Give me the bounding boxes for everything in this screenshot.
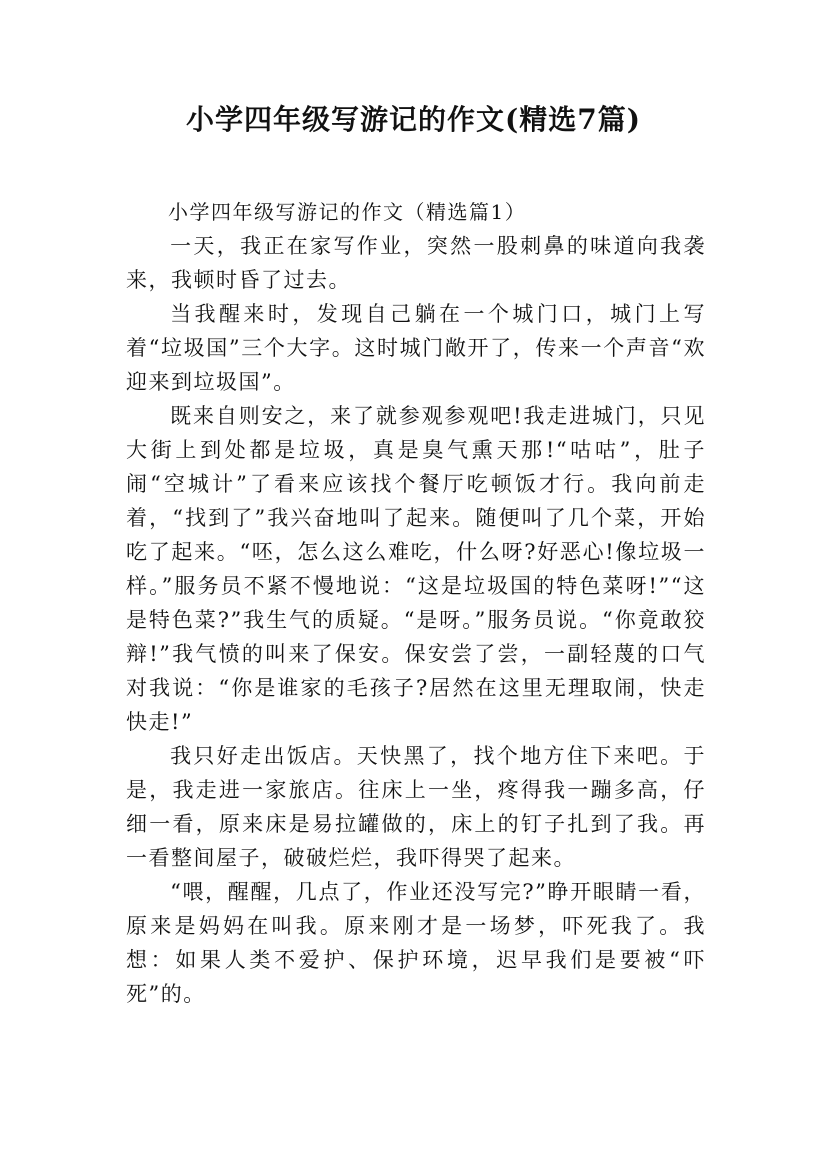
paragraph-3: 既来自则安之，来了就参观参观吧!我走进城门，只见大街上到处都是垃圾，真是臭气熏天那!“咕咕”，肚子闹“空城计”了看来应该找个餐厅吃顿饭才行。我向前走着，“找到了”我兴奋地叫了起来。随便叫了几个菜，开始吃了起来。“呸，怎么这么难吃，什么呀?好恶心!像垃圾一样。”服务员不紧不慢地说：“这是垃圾国的特色菜呀!”“这是特色菜?”我生气的质疑。“是呀。”服务员说。“你竟敢狡辩!”我气愤的叫来了保安。保安尝了尝，一副轻蔑的口气对我说：“你是谁家的毛孩子?居然在这里无理取闹，快走快走!” — [126, 404, 706, 734]
document-body — [126, 195, 706, 1011]
paragraph-5: “喂，醒醒，几点了，作业还没写完?”睁开眼睛一看，原来是妈妈在叫我。原来刚才是一场梦，吓死我了。我想：如果人类不爱护、保护环境，迟早我们是要被“吓死”的。 — [126, 880, 706, 1006]
document-title: 小学四年级写游记的作文(精选7篇) — [186, 103, 641, 136]
section-heading: 小学四年级写游记的作文（精选篇1） — [168, 200, 527, 224]
paragraph-4: 我只好走出饭店。天快黑了，找个地方住下来吧。于是，我走进一家旅店。往床上一坐，疼得我一蹦多高，仔细一看，原来床是易拉罐做的，床上的钉子扎到了我。再一看整间屋子，破破烂烂，我吓得哭了起来。 — [126, 744, 706, 870]
paragraph-1: 一天，我正在家写作业，突然一股刺鼻的味道向我袭来，我顿时昏了过去。 — [126, 234, 706, 292]
paragraph-2: 当我醒来时，发现自己躺在一个城门口，城门上写着“垃圾国”三个大字。这时城门敞开了，传来一个声音“欢迎来到垃圾国”。 — [126, 302, 706, 394]
